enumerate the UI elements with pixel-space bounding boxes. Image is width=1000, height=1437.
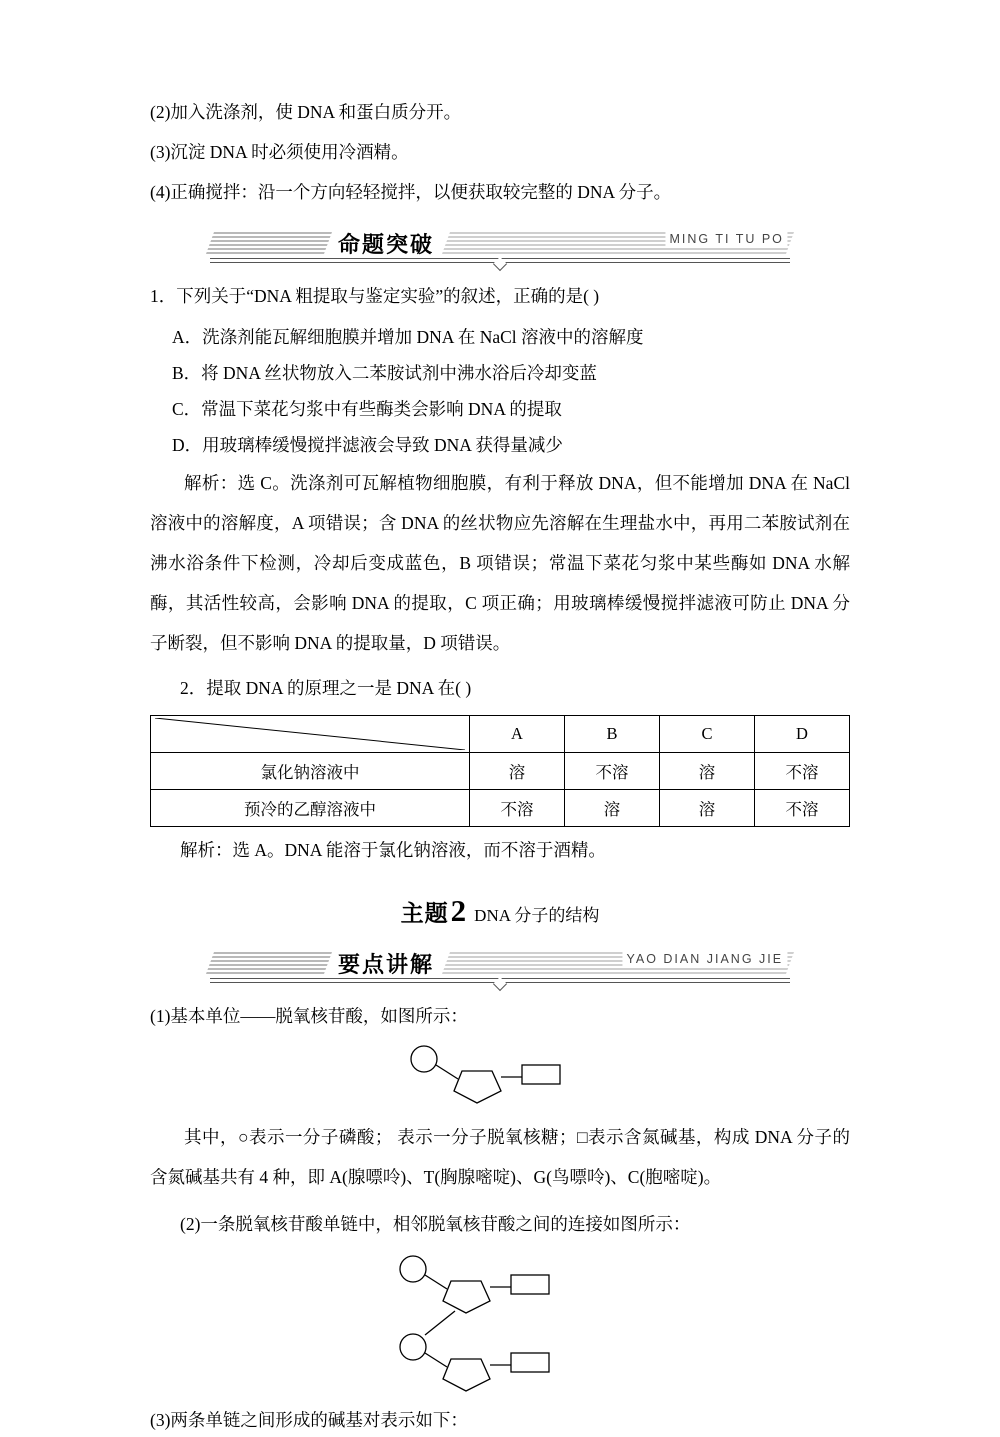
table-corner-cell: [151, 716, 470, 753]
section-3-text: (3)两条单链之间形成的碱基对表示如下：: [150, 1410, 468, 1430]
banner-pinyin: MING TI TU PO: [665, 232, 787, 246]
banner-left-stripes: [206, 952, 332, 974]
row-label-ethanol: 预冷的乙醇溶液中: [151, 790, 470, 827]
top-item-2: (2)加入洗涤剂，使 DNA 和蛋白质分开。: [150, 102, 462, 122]
section-1-text: (1)基本单位——脱氧核苷酸，如图所示：: [150, 1006, 468, 1026]
section-1-note: 其中，○表示一分子磷酸； 表示一分子脱氧核糖；□表示含氮碱基，构成 DNA 分子的含氮碱基共有 4 种，即 A(腺嘌呤)、T(胸腺嘧啶)、G(鸟嘌呤)、C(胞嘧啶)。: [150, 1127, 850, 1187]
top-item-3: (3)沉淀 DNA 时必须使用冷酒精。: [150, 142, 409, 162]
cell-nacl-b: 不溶: [565, 753, 660, 790]
banner-title: 命题突破: [338, 231, 435, 257]
question-1-analysis: 解析：选 C。洗涤剂可瓦解植物细胞膜，有利于释放 DNA，但不能增加 DNA 在 NaCl 溶液中的溶解度，A 项错误；含 DNA 的丝状物应先溶解在生理盐水中，再用二苯胺试剂在沸水浴条件下检测，冷却后变成蓝色，B 项错误；常温下菜花匀浆中某些酶如 DNA 水解酶，其活性较高，会影响 DNA 的提取，C 项正确；用玻璃棒缓慢搅拌滤液可防止 DNA 分子断裂，但不影响 DNA 的提取量，D 项错误。: [150, 473, 850, 653]
solubility-table: [150, 715, 850, 827]
question-1-choice-c: C．常温下菜花匀浆中有些酶类会影响 DNA 的提取: [172, 399, 562, 419]
cell-ethanol-d: 不溶: [755, 790, 850, 827]
banner-right-stripes: [442, 952, 794, 974]
nucleotide-figure: [150, 1043, 850, 1105]
banner-title: 要点讲解: [338, 951, 435, 977]
question-1-choice-a: A．洗涤剂能瓦解细胞膜并增加 DNA 在 NaCl 溶液中的溶解度: [172, 327, 644, 347]
question-1-choice-b: B．将 DNA 丝状物放入二苯胺试剂中沸水浴后冷却变蓝: [172, 363, 597, 383]
cell-ethanol-b: 溶: [565, 790, 660, 827]
question-2-stem: 2．提取 DNA 的原理之一是 DNA 在( ): [180, 678, 472, 698]
cell-ethanol-a: 不溶: [470, 790, 565, 827]
chain-figure: [150, 1253, 850, 1393]
table-row: [151, 790, 850, 827]
table-header-row: [151, 716, 850, 753]
table-header-c: C: [660, 716, 755, 753]
polynucleotide-chain-diagram-icon: [385, 1253, 615, 1393]
topic-label: 主题: [400, 901, 449, 926]
question-1-choice-d: D．用玻璃棒缓慢搅拌滤液会导致 DNA 获得量减少: [172, 435, 563, 455]
cell-nacl-a: 溶: [470, 753, 565, 790]
deoxyribonucleotide-diagram-icon: [400, 1043, 600, 1105]
banner-pinyin: YAO DIAN JIANG JIE: [623, 952, 788, 966]
topic-text: DNA 分子的结构: [474, 906, 600, 925]
question-2-analysis: 解析：选 A。DNA 能溶于氯化钠溶液，而不溶于酒精。: [180, 840, 606, 860]
section-banner-yaodianjiangjie: [150, 943, 850, 983]
top-item-4: (4)正确搅拌：沿一个方向轻轻搅拌，以便获取较完整的 DNA 分子。: [150, 182, 672, 202]
topic-heading: [150, 893, 850, 929]
row-label-nacl: 氯化钠溶液中: [151, 753, 470, 790]
table-row: [151, 753, 850, 790]
cell-ethanol-c: 溶: [660, 790, 755, 827]
table-header-d: D: [755, 716, 850, 753]
cell-nacl-c: 溶: [660, 753, 755, 790]
topic-number: 2: [450, 893, 467, 928]
banner-right-stripes: [442, 232, 794, 254]
banner-left-stripes: [206, 232, 332, 254]
table-header-b: B: [565, 716, 660, 753]
question-1-stem: 1．下列关于“DNA 粗提取与鉴定实验”的叙述，正确的是( ): [150, 286, 600, 306]
table-header-a: A: [470, 716, 565, 753]
section-2-text: (2)一条脱氧核苷酸单链中，相邻脱氧核苷酸之间的连接如图所示：: [180, 1214, 691, 1234]
diagonal-line-icon: [155, 718, 465, 750]
cell-nacl-d: 不溶: [755, 753, 850, 790]
section-banner-mingtitupo: [150, 223, 850, 263]
